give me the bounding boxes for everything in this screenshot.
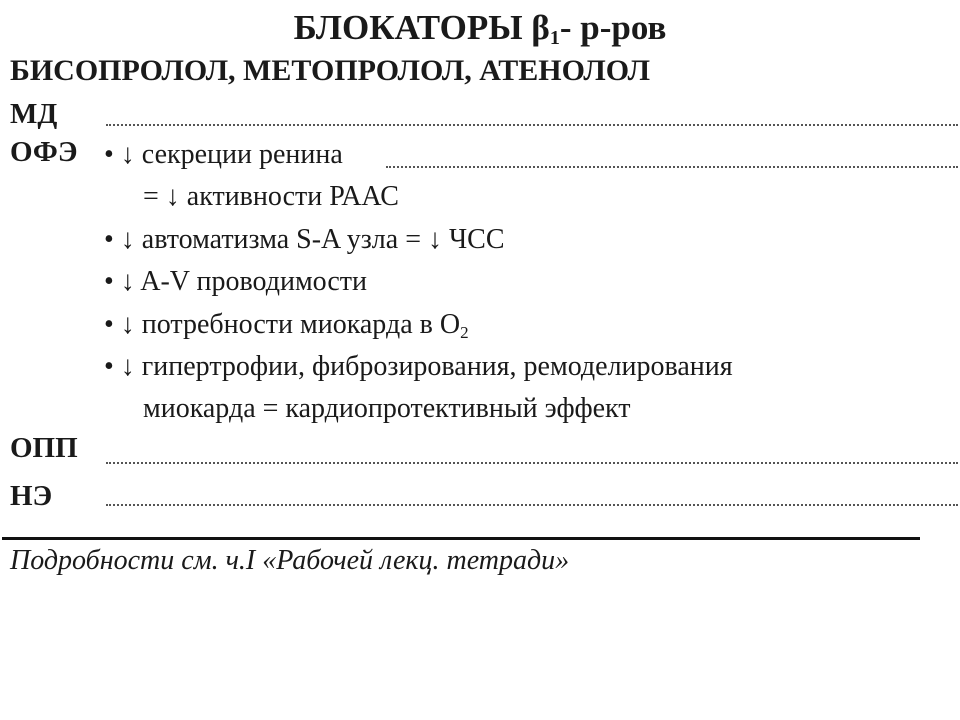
oxygen-demand-text: • ↓ потребности миокарда в O — [104, 309, 461, 340]
effect-automatism: • ↓ автоматизма S-A узла = ↓ ЧСС — [104, 224, 505, 255]
md-fill-line — [106, 124, 958, 126]
section-label-ofe: ОФЭ — [10, 136, 78, 168]
title-suffix: - р-ров — [559, 8, 667, 47]
effect-raas: = ↓ активности РААС — [143, 181, 399, 212]
effect-av-conduction: • ↓ A-V проводимости — [104, 266, 368, 297]
section-label-md: МД — [10, 98, 58, 130]
oxygen-subscript: 2 — [460, 323, 469, 342]
effect-renin: • ↓ секреции ренина — [104, 139, 343, 170]
divider-rule — [2, 537, 920, 540]
opp-fill-line — [106, 462, 958, 464]
section-label-ne: НЭ — [10, 480, 53, 512]
title-text: БЛОКАТОРЫ β — [293, 8, 550, 47]
effect-cardioprotective: миокарда = кардиопротективный эффект — [143, 393, 631, 424]
effect-remodeling: • ↓ гипертрофии, фиброзирования, ремоделирования — [104, 351, 733, 382]
footnote: Подробности см. ч.I «Рабочей лекц. тетради» — [10, 545, 570, 576]
title-subscript: 1 — [549, 27, 560, 49]
page-title — [0, 8, 960, 50]
section-label-opp: ОПП — [10, 432, 78, 464]
renin-fill-line — [386, 166, 958, 168]
effect-oxygen-demand — [104, 309, 469, 343]
drug-list: БИСОПРОЛОЛ, МЕТОПРОЛОЛ, АТЕНОЛОЛ — [10, 54, 650, 87]
ne-fill-line — [106, 504, 958, 506]
